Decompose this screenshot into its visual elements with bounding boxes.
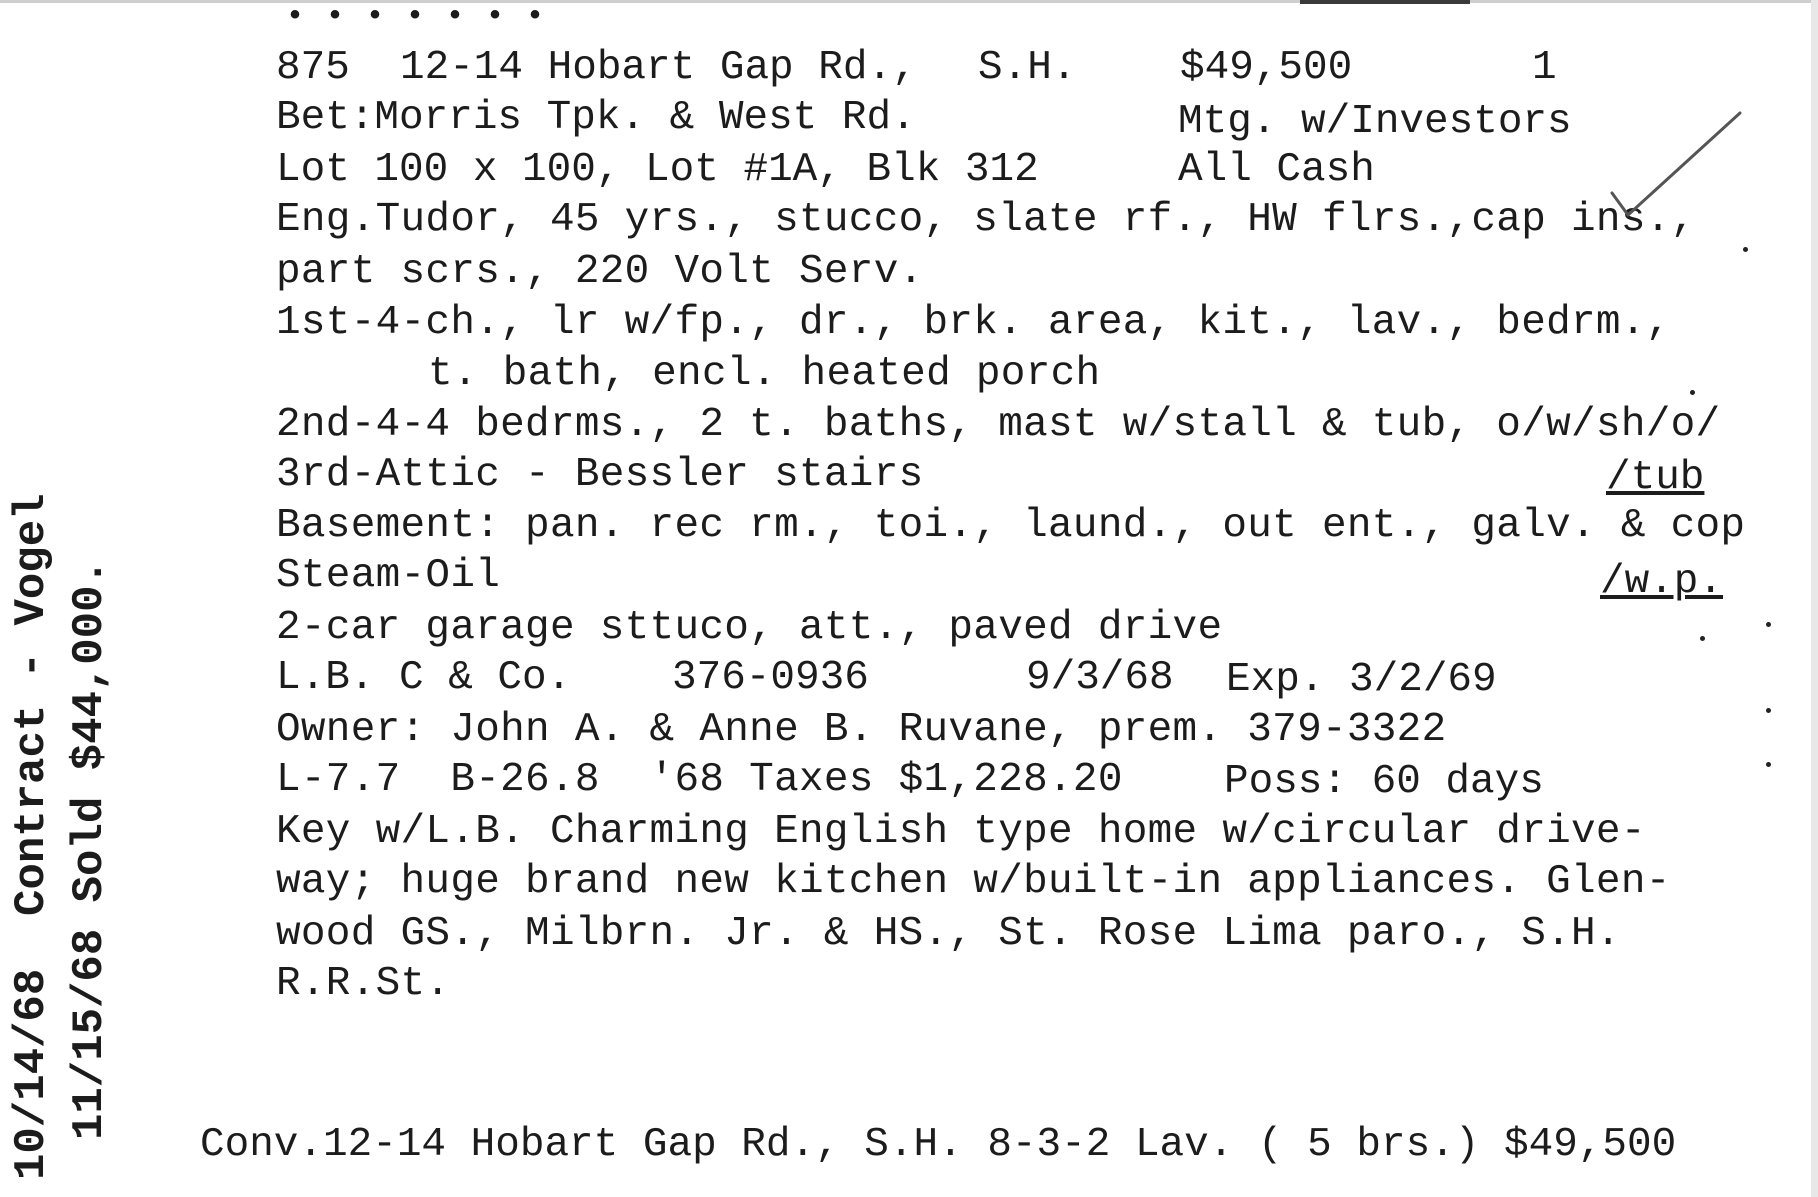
speck bbox=[1743, 247, 1748, 252]
owner-line: Owner: John A. & Anne B. Ruvane, prem. 379-3322 bbox=[276, 707, 1447, 753]
card-right-edge bbox=[1811, 0, 1818, 1197]
remarks-line-1: Key w/L.B. Charming English type home w/circular drive- bbox=[276, 809, 1646, 855]
broker-name: L.B. C & Co. bbox=[276, 655, 572, 701]
construction-line: Eng.Tudor, 45 yrs., stucco, slate rf., HW flrs.,cap ins., bbox=[276, 197, 1696, 243]
listing-town: S.H. bbox=[978, 45, 1077, 91]
possession-line: Poss: 60 days bbox=[1224, 759, 1544, 805]
speck bbox=[1690, 390, 1695, 395]
mortgage-line: Mtg. w/Investors bbox=[1178, 99, 1572, 145]
footer-summary: Conv.12-14 Hobart Gap Rd., S.H. 8-3-2 Lav. ( 5 brs.) $49,500 bbox=[200, 1122, 1677, 1168]
remarks-line-3: wood GS., Milbrn. Jr. & HS., St. Rose Lima paro., S.H. bbox=[276, 911, 1621, 957]
listing-address: 12-14 Hobart Gap Rd., bbox=[400, 45, 917, 91]
remarks-line-2: way; huge brand new kitchen w/built-in appliances. Glen- bbox=[276, 859, 1671, 905]
speck bbox=[1766, 708, 1771, 713]
tub-note: /tub bbox=[1606, 455, 1705, 501]
punch-dots: • • • • • • • bbox=[286, 0, 547, 34]
basement-line: Basement: pan. rec rm., toi., laund., out ent., galv. & cop bbox=[276, 503, 1746, 549]
speck bbox=[1766, 622, 1771, 627]
between-line: Bet:Morris Tpk. & West Rd. bbox=[276, 95, 916, 141]
contract-note: 10/14/68 Contract - Vogel bbox=[7, 493, 57, 1180]
speck bbox=[1766, 762, 1771, 767]
speck bbox=[1700, 636, 1705, 641]
sold-note: 11/15/68 Sold $44,000. bbox=[65, 559, 115, 1140]
card-top-edge-mark bbox=[1300, 0, 1470, 4]
card-top-edge bbox=[0, 0, 1818, 3]
second-floor-line: 2nd-4-4 bedrms., 2 t. baths, mast w/stall & tub, o/w/sh/o/ bbox=[276, 402, 1721, 448]
first-floor-line-2: t. bath, encl. heated porch bbox=[428, 351, 1101, 397]
remarks-line-4: R.R.St. bbox=[276, 961, 451, 1007]
construction-line-2: part scrs., 220 Volt Serv. bbox=[276, 249, 924, 295]
check-mark-icon bbox=[1600, 105, 1750, 255]
garage-line: 2-car garage sttuco, att., paved drive bbox=[276, 605, 1223, 651]
lot-line: Lot 100 x 100, Lot #1A, Blk 312 bbox=[276, 147, 1039, 193]
assessment-line: L-7.7 B-26.8 '68 Taxes $1,228.20 bbox=[276, 757, 1123, 803]
card-number: 1 bbox=[1532, 45, 1557, 91]
listing-price: $49,500 bbox=[1180, 45, 1353, 91]
list-date: 9/3/68 bbox=[1026, 655, 1174, 701]
cash-line: All Cash bbox=[1178, 147, 1375, 193]
third-floor-line: 3rd-Attic - Bessler stairs bbox=[276, 452, 924, 498]
heat-line: Steam-Oil bbox=[276, 553, 501, 599]
listing-number: 875 bbox=[276, 45, 350, 91]
expiration-date: Exp. 3/2/69 bbox=[1226, 657, 1497, 703]
wp-note: /w.p. bbox=[1600, 559, 1724, 605]
first-floor-line: 1st-4-ch., lr w/fp., dr., brk. area, kit., lav., bedrm., bbox=[276, 300, 1671, 346]
broker-phone: 376-0936 bbox=[672, 655, 869, 701]
